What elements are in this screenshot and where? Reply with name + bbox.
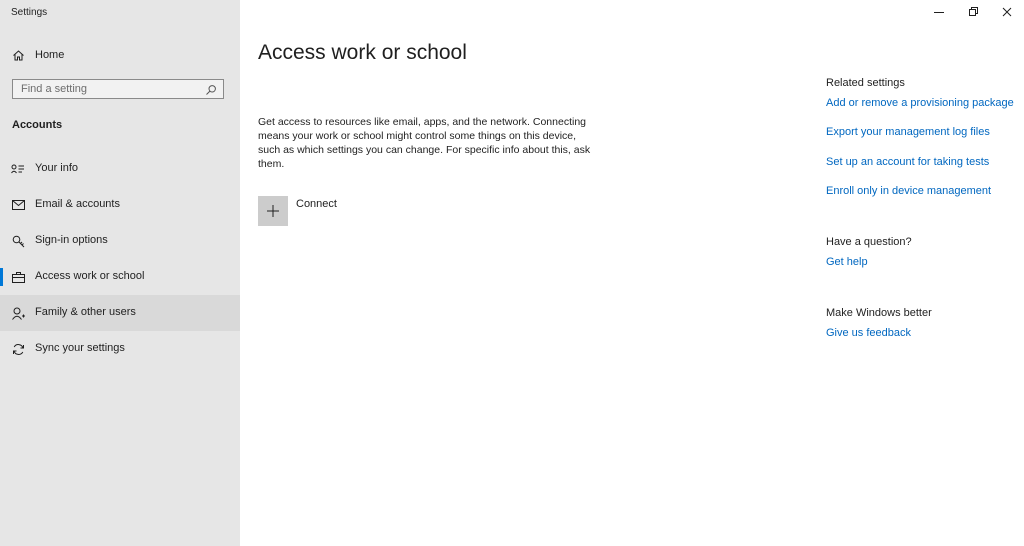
nav-home[interactable] xyxy=(0,40,240,70)
page-description: Get access to resources like email, apps, and the network. Connecting means your work or school might control some things on this device, such as which settings you can change. For specific info about this, ask them. xyxy=(258,116,591,170)
close-icon xyxy=(1002,4,1012,22)
related-settings-heading: Related settings xyxy=(826,77,905,89)
app-title: Settings xyxy=(11,7,48,18)
close-button[interactable] xyxy=(990,0,1024,26)
sidebar-item-access-work-or-school[interactable] xyxy=(0,259,240,295)
section-heading: Accounts xyxy=(12,119,63,131)
link-export-log-files[interactable]: Export your management log files xyxy=(826,126,990,138)
get-help-link[interactable]: Get help xyxy=(826,256,868,268)
windows-better-heading: Make Windows better xyxy=(826,307,932,319)
sidebar-item-label: Sign-in options xyxy=(35,234,108,246)
person-card-icon xyxy=(11,162,25,176)
briefcase-icon xyxy=(11,270,25,284)
sidebar-item-label: Family & other users xyxy=(35,306,136,318)
home-icon xyxy=(11,48,25,62)
link-provisioning-package[interactable]: Add or remove a provisioning package xyxy=(826,97,1014,109)
question-heading: Have a question? xyxy=(826,236,912,248)
restore-button[interactable] xyxy=(956,0,990,26)
connect-label: Connect xyxy=(296,198,337,210)
sidebar-item-sync-your-settings[interactable] xyxy=(0,331,240,367)
sync-icon xyxy=(11,342,25,356)
sidebar-item-family-other-users[interactable] xyxy=(0,295,240,331)
sidebar-item-label: Your info xyxy=(35,162,79,174)
sidebar-item-sign-in-options[interactable] xyxy=(0,223,240,259)
sidebar xyxy=(0,0,240,546)
window-controls xyxy=(922,0,1024,26)
link-device-management[interactable]: Enroll only in device management xyxy=(826,185,992,197)
sidebar-item-email-accounts[interactable] xyxy=(0,187,240,223)
sidebar-item-label: Email & accounts xyxy=(35,198,120,210)
connect-button[interactable] xyxy=(258,196,378,226)
minimize-button[interactable] xyxy=(922,0,956,26)
key-icon xyxy=(11,234,25,248)
restore-icon xyxy=(968,4,978,22)
plus-icon xyxy=(258,196,288,226)
search-box[interactable] xyxy=(12,79,224,99)
sidebar-item-label: Access work or school xyxy=(35,270,145,282)
search-icon[interactable] xyxy=(205,83,217,95)
page-title: Access work or school xyxy=(258,41,467,64)
link-taking-tests[interactable]: Set up an account for taking tests xyxy=(826,156,990,168)
mail-icon xyxy=(11,198,25,212)
nav-home-label: Home xyxy=(35,49,65,61)
search-input[interactable] xyxy=(13,80,211,98)
person-add-icon xyxy=(11,306,25,320)
minimize-icon xyxy=(934,4,944,22)
feedback-link[interactable]: Give us feedback xyxy=(826,327,911,339)
sidebar-item-label: Sync your settings xyxy=(35,342,125,354)
sidebar-item-your-info[interactable] xyxy=(0,151,240,187)
